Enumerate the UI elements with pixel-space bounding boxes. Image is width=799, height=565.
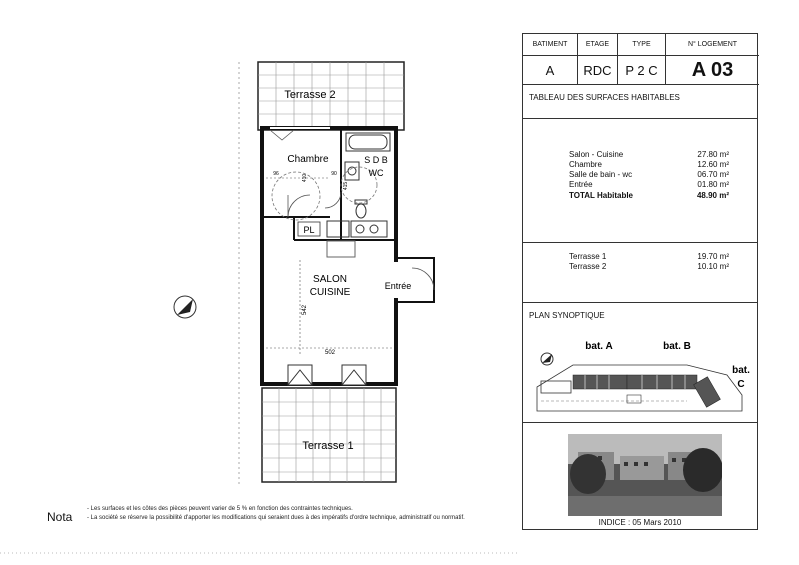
dim-415: 415 — [343, 181, 349, 191]
building-c — [694, 377, 721, 408]
label-chambre: Chambre — [287, 154, 329, 165]
header-logement: N° LOGEMENT — [666, 34, 759, 56]
parking — [541, 381, 571, 393]
label-sdb: S D B — [364, 155, 388, 165]
divider — [523, 302, 757, 303]
label-salon: SALON — [313, 274, 347, 285]
terrasse-1 — [262, 388, 396, 482]
label-cuisine: CUISINE — [309, 287, 351, 298]
label-bat-c-letter: C — [737, 379, 745, 390]
north-arrow-icon — [174, 296, 196, 318]
north-arrow-icon — [541, 353, 553, 365]
value-etage: RDC — [578, 56, 618, 85]
synoptique-title: PLAN SYNOPTIQUE — [529, 311, 605, 320]
label-bat-b: bat. B — [663, 341, 691, 352]
header-batiment: BATIMENT — [523, 34, 578, 56]
surface-row: Salon - Cuisine 27.80 m² — [569, 150, 729, 159]
dim-96: 96 — [273, 171, 279, 177]
entry-opening — [394, 262, 400, 298]
value-logement: A 03 — [666, 56, 759, 85]
terrace-row: Terrasse 1 19.70 m² — [569, 252, 729, 261]
dim-90: 90 — [331, 171, 337, 177]
site-plan — [527, 335, 755, 415]
surface-row: Chambre 12.60 m² — [569, 160, 729, 169]
label-wc: WC — [368, 168, 384, 178]
label-bat-c: bat. — [732, 365, 750, 376]
info-panel — [522, 33, 758, 530]
window-chambre — [270, 130, 294, 140]
value-type: P 2 C — [618, 56, 666, 85]
bathtub — [346, 133, 390, 151]
surface-row: Entrée 01.80 m² — [569, 180, 729, 189]
building-b — [627, 375, 697, 389]
note-line-1: - Les surfaces et les côtes des pièces peuvent varier de 5 % en fonction des contraintes techniques. — [87, 506, 353, 512]
dim-542: 542 — [302, 304, 308, 316]
surface-row: Salle de bain - wc 06.70 m² — [569, 170, 729, 179]
note-title: Nota — [47, 510, 73, 524]
label-entree: Entrée — [384, 281, 412, 291]
residence-photo — [568, 434, 722, 516]
building-a — [573, 375, 627, 389]
label-pl: PL — [303, 225, 315, 235]
surfaces-title: TABLEAU DES SURFACES HABITABLES — [529, 93, 680, 102]
apartment-walls — [262, 128, 434, 384]
dim-410: 410 — [302, 173, 308, 183]
label-bat-a: bat. A — [585, 341, 613, 352]
divider — [523, 242, 757, 243]
dim-502: 502 — [324, 350, 336, 356]
indice-date: INDICE : 05 Mars 2010 — [598, 518, 682, 527]
header-type: TYPE — [618, 34, 666, 56]
divider — [523, 422, 757, 423]
note-lines — [87, 505, 517, 523]
value-batiment: A — [523, 56, 578, 85]
turning-circle-chambre — [272, 172, 320, 220]
header-etage: ETAGE — [578, 34, 618, 56]
surface-total-row: TOTAL Habitable 48.90 m² — [569, 191, 729, 200]
dimension-lines — [266, 178, 392, 356]
label-terrasse-2: Terrasse 2 — [284, 89, 336, 101]
note-line-2: - La société se réserve la possibilité d'apporter les modifications qui seraient dues à des impératifs d'ordre technique, administratif ou normatif. — [87, 515, 465, 521]
label-terrasse-1: Terrasse 1 — [302, 440, 354, 452]
terrace-row: Terrasse 2 10.10 m² — [569, 262, 729, 271]
divider — [523, 118, 757, 119]
